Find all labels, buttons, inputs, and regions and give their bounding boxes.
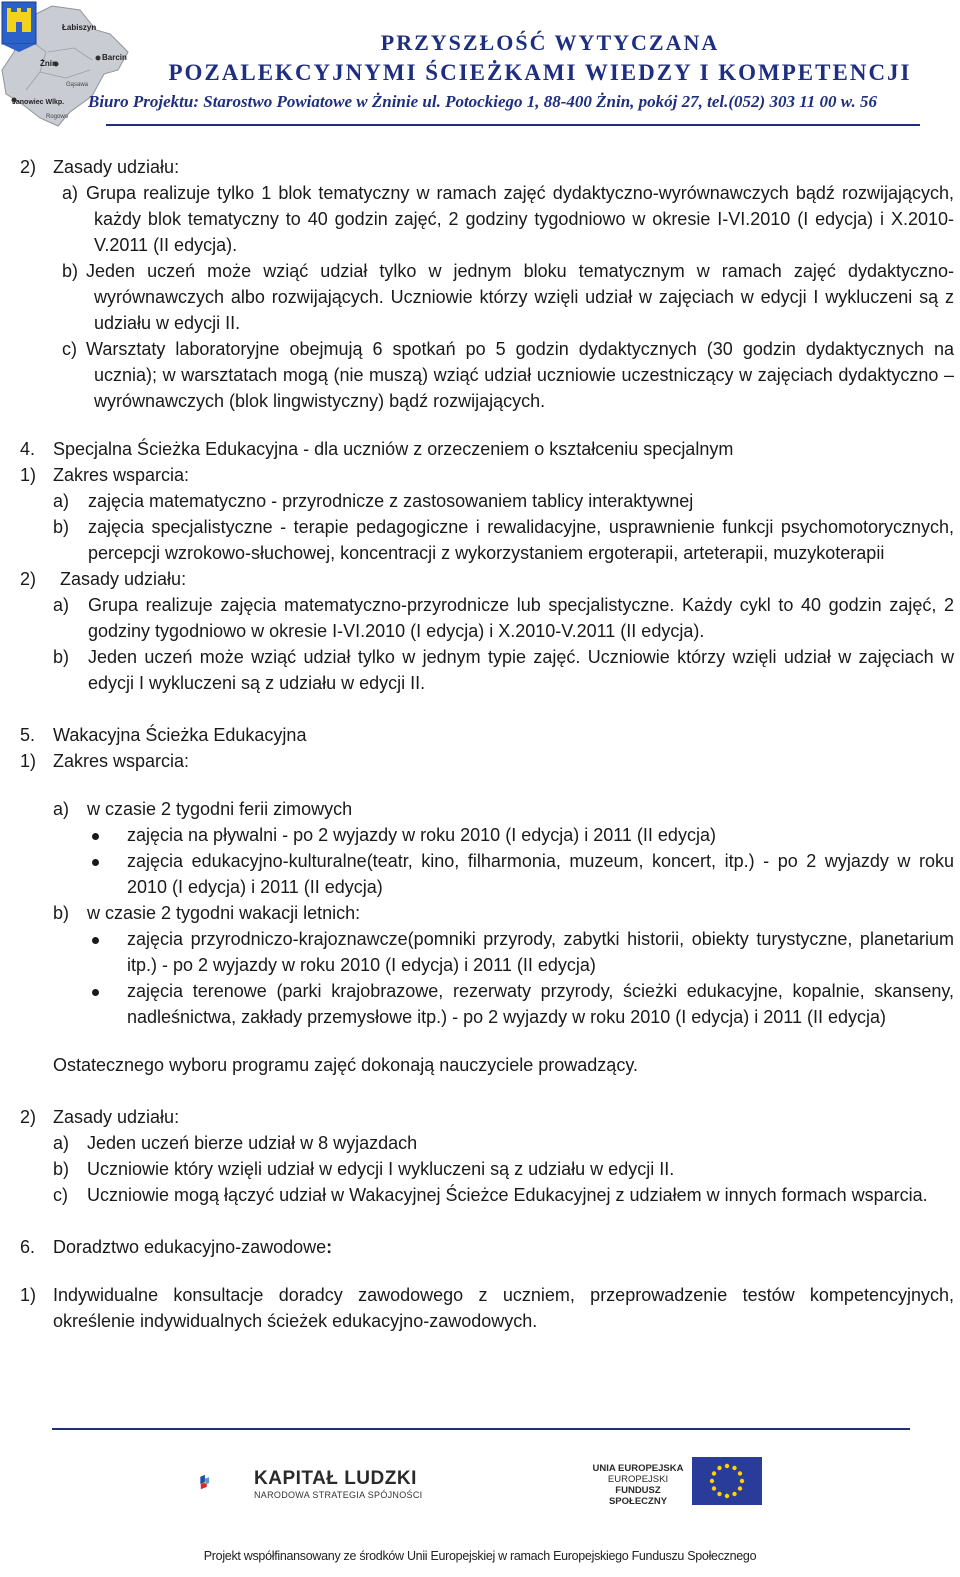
list-label: b) (53, 903, 70, 923)
bullet-icon (92, 859, 99, 866)
bullet-text: zajęcia przyrodniczo-krajoznawcze(pomniki przyrody, zabytki historii, obiekty turystyczne, planetarium itp.) - po 2 wyjazdy w roku 2010 (I edycja) i 2011 (II edycja) (127, 929, 954, 975)
list-item-text: Indywidualne konsultacje doradcy zawodowego z uczniem, przeprowadzenie testów kompetencyjnych, określenie indywidualnych ścieżek edukacyjno-zawodowych. (53, 1285, 954, 1331)
map-label: Rogowo (46, 114, 69, 120)
eu-label (588, 1463, 688, 1507)
project-office-address: Biuro Projektu: Starostwo Powiatowe w Żninie ul. Potockiego 1, 88-400 Żnin, pokój 27, tel.(052) 303 11 00 w. 56 (88, 92, 877, 111)
closing-note (0, 1052, 960, 1078)
section-number: 4. (20, 439, 36, 459)
map-label: Łabiszyn (62, 23, 97, 32)
map-label: Barcin (102, 53, 127, 62)
list-heading (0, 748, 960, 774)
section-title: Specjalna Ścieżka Edukacyjna - dla uczniów z orzeczeniem o kształceniu specjalnym (53, 439, 734, 459)
list-number: 2) (20, 569, 37, 589)
section-title: Wakacyjna Ścieżka Edukacyjna (53, 725, 307, 745)
list-heading (0, 1104, 960, 1130)
list-item (0, 1130, 960, 1156)
list-number: 2) (20, 1107, 37, 1127)
section-title-colon: : (326, 1237, 333, 1257)
heading-text: Zakres wsparcia: (53, 465, 190, 485)
eu-flag-icon (692, 1457, 762, 1505)
list-item (0, 258, 960, 336)
kapital-ludzki-title: KAPITAŁ LUDZKI (254, 1468, 417, 1489)
list-item (0, 900, 960, 926)
list-heading (0, 566, 960, 592)
project-title-line2: POZALEKCYJNYMI ŚCIEŻKAMI WIEDZY I KOMPETENCJI (168, 60, 912, 85)
list-item (0, 1182, 960, 1208)
section-heading (0, 436, 960, 462)
heading-text: Zasady udziału: (60, 569, 187, 589)
bullet-item (0, 848, 960, 900)
footer-divider (52, 1428, 910, 1430)
eu-label-line: UNIA EUROPEJSKA (592, 1463, 684, 1474)
list-item-text: Grupa realizuje tylko 1 blok tematyczny w ramach zajęć dydaktyczno-wyrównawczych bądź rozwijających, każdy blok tematyczny to 40 godzin zajęć, 2 godziny tygodniowo w okresie I-VI.2010 (I edycja) i X.2010-V.2011 (II edycja). (86, 183, 954, 255)
map-label: Gąsawa (66, 82, 89, 88)
list-item (0, 1156, 960, 1182)
list-item (0, 796, 960, 822)
list-label: c) (53, 1185, 68, 1205)
header-divider (106, 124, 920, 126)
bullet-icon (92, 833, 99, 840)
list-label: c) (62, 339, 77, 359)
list-item-text: zajęcia matematyczno - przyrodnicze z zastosowaniem tablicy interaktywnej (88, 491, 694, 511)
list-number: 1) (20, 751, 37, 771)
closing-note-text: Ostatecznego wyboru programu zajęć dokonają nauczyciele prowadzący. (53, 1055, 638, 1075)
list-item-text: zajęcia specjalistyczne - terapie pedagogiczne i rewalidacyjne, usprawnienie funkcji psychomotorycznych, percepcji wzrokowo-słuchowej, koncentracji z wykorzystaniem ergoterapii, arteterapii, muzykoterapii (88, 517, 954, 563)
map-label: Janowiec Wlkp. (12, 99, 65, 106)
list-item-text: Grupa realizuje zajęcia matematyczno-przyrodnicze lub specjalistyczne. Każdy cykl to 40 godzin zajęć, 2 godziny tygodniowo w okresie I-VI.2010 (I edycja) i X.2010-V.2011 (II edycja). (88, 595, 954, 641)
list-label: b) (53, 647, 70, 667)
list-number: 1) (20, 465, 37, 485)
list-item-text: w czasie 2 tygodni wakacji letnich: (87, 903, 361, 923)
cofinancing-note: Projekt współfinansowany ze środków Unii Europejskiej w ramach Europejskiego Funduszu Społecznego (203, 1549, 757, 1563)
section-number: 5. (20, 725, 36, 745)
list-number: 2) (20, 157, 37, 177)
list-label: a) (53, 1133, 70, 1153)
list-label: b) (53, 1159, 70, 1179)
list-item-text: Uczniowie który wzięli udział w edycji I wykluczeni są z udziału w edycji II. (87, 1159, 675, 1179)
list-item-text: w czasie 2 tygodni ferii zimowych (87, 799, 353, 819)
list-item (0, 488, 960, 514)
bullet-icon (92, 937, 99, 944)
list-item (0, 644, 960, 696)
list-label: a) (53, 491, 70, 511)
bullet-text: zajęcia edukacyjno-kulturalne(teatr, kino, filharmonia, muzeum, koncert, itp.) - po 2 wyjazdy w roku 2010 (I edycja) i 2011 (II edycja) (127, 851, 954, 897)
map-label: Żnin (40, 59, 57, 68)
list-label: a) (53, 799, 70, 819)
bullet-item (0, 978, 960, 1030)
list-label: a) (53, 595, 70, 615)
kapital-ludzki-subtitle: NARODOWA STRATEGIA SPÓJNOŚCI (254, 1490, 423, 1500)
list-item-text: Jeden uczeń może wziąć udział tylko w jednym typie zajęć. Uczniowie którzy wzięli udział w zajęciach w edycji I wykluczeni są z udziału w edycji II. (88, 647, 954, 693)
section-number: 6. (20, 1237, 36, 1257)
project-title-line1: PRZYSZŁOŚĆ WYTYCZANA (380, 30, 720, 55)
list-heading (0, 462, 960, 488)
heading-text: Zasady udziału: (53, 1107, 180, 1127)
document-body (0, 154, 960, 1334)
list-item-text: Jeden uczeń może wziąć udział tylko w jednym bloku tematycznym w ramach zajęć dydaktyczno-wyrównawczych albo rozwijających. Uczniowie którzy wzięli udział w zajęciach w edycji I wykluczeni są z udziału w edycji II. (86, 261, 954, 333)
list-item (0, 336, 960, 414)
list-item (0, 1282, 960, 1334)
list-label: b) (62, 261, 79, 281)
section-heading (0, 1234, 960, 1260)
list-number: 1) (20, 1285, 37, 1305)
bullet-text: zajęcia na pływalni - po 2 wyjazdy w roku 2010 (I edycja) i 2011 (II edycja) (127, 825, 716, 845)
eu-label-line: FUNDUSZ SPOŁECZNY (608, 1485, 668, 1507)
list-item-text: Jeden uczeń bierze udział w 8 wyjazdach (87, 1133, 418, 1153)
section-title (53, 1234, 960, 1260)
heading-text: Zasady udziału: (53, 157, 180, 177)
list-item (0, 592, 960, 644)
bullet-item (0, 822, 960, 848)
section-heading (0, 722, 960, 748)
list-item-text: Warsztaty laboratoryjne obejmują 6 spotkań po 5 godzin dydaktycznych (30 godzin dydaktycznych na ucznia); w warsztatach mogą (nie muszą) wziąć udział uczniowie uczestniczący w zajęciach dydaktyczno – wyrównawczych (blok lingwistyczny) bądź rozwijających. (86, 339, 954, 411)
heading-text: Zakres wsparcia: (53, 751, 190, 771)
list-label: a) (62, 183, 79, 203)
eu-label-line: EUROPEJSKI (607, 1474, 669, 1485)
kapital-ludzki-logo (198, 1444, 258, 1522)
list-item (0, 180, 960, 258)
list-heading (0, 154, 960, 180)
bullet-text: zajęcia terenowe (parki krajobrazowe, rezerwaty przyrody, ścieżki edukacyjne, kopalnie, skanseny, nadleśnictwa, zakłady przemysłowe itp.) - po 2 wyjazdy w roku 2010 (I edycja) i 2011 (II edycja) (127, 981, 954, 1027)
page-header (0, 0, 960, 140)
bullet-item (0, 926, 960, 978)
list-item (0, 514, 960, 566)
list-label: b) (53, 517, 70, 537)
section-title-text: Doradztwo edukacyjno-zawodowe (53, 1237, 327, 1257)
bullet-icon (92, 989, 99, 996)
list-item-text: Uczniowie mogą łączyć udział w Wakacyjnej Ścieżce Edukacyjnej z udziałem w innych formach wsparcia. (87, 1185, 928, 1205)
